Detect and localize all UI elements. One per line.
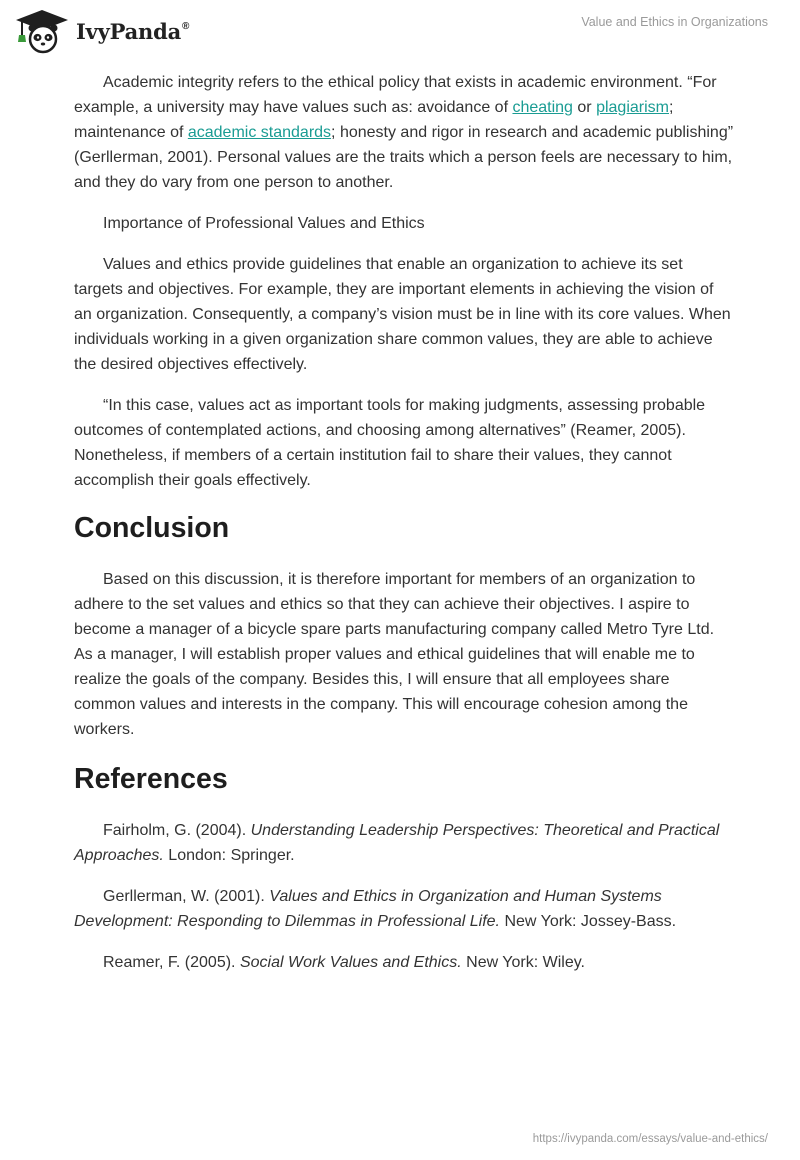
link-plagiarism[interactable]: plagiarism <box>596 99 669 116</box>
paragraph-values-tools: “In this case, values act as important tools for making judgments, assessing probable outcomes of contemplated actions, and choosing among alternatives” (Reamer, 2005). Nonetheless, if members of a certain institution fail to share their values, they cannot accomplish their goals effectively. <box>74 397 706 489</box>
link-academic-standards[interactable]: academic standards <box>187 124 332 141</box>
brand-logo[interactable] <box>14 8 189 54</box>
paragraph-values-guidelines: Values and ethics provide guidelines that enable an organization to achieve its set targets and objectives. For example, they are important elements in achieving the vision of an organization. Consequently, a company’s vision must be in line with its core values. When individuals working in a given organization share common values, they are able to achieve the desired objectives effectively. <box>74 256 731 373</box>
reference-item: Reamer, F. (2005). Social Work Values and Ethics. New York: Wiley. <box>103 954 585 971</box>
panda-graduate-icon <box>14 8 70 54</box>
subheading-importance: Importance of Professional Values and Ethics <box>103 215 425 232</box>
footer-source-url[interactable]: https://ivypanda.com/essays/value-and-ethics/ <box>532 1133 768 1145</box>
paragraph-conclusion: Based on this discussion, it is therefore important for members of an organization to adhere to the set values and ethics so that they can achieve their objectives. I aspire to become a manager of a bicycle spare parts manufacturing company called Metro Tyre Ltd. As a manager, I will establish proper values and ethical guidelines that will enable me to realize the goals of the company. Besides this, I will ensure that all employees share common values and interests in the company. This will encourage cohesion among the workers. <box>74 571 715 738</box>
essay-body <box>74 70 734 975</box>
reference-item: Fairholm, G. (2004). Understanding Leadership Perspectives: Theoretical and Practical Approaches. London: Springer. <box>74 822 720 864</box>
paragraph-academic-integrity: Academic integrity refers to the ethical policy that exists in academic environment. “For example, a university may have values such as: avoidance of cheating or plagiarism; maintenance of academic standards; honesty and rigor in research and academic publishing” (Gerllerman, 2001). Personal values are the traits which a person feels are necessary to him, and they do vary from one person to another. <box>74 74 734 191</box>
brand-name: IvyPanda® <box>76 18 190 44</box>
page-header <box>0 0 800 60</box>
document-title: Value and Ethics in Organizations <box>581 15 768 29</box>
reference-item: Gerllerman, W. (2001). Values and Ethics in Organization and Human Systems Development: Responding to Dilemmas in Professional Life. New York: Jossey-Bass. <box>74 888 677 930</box>
heading-references: References <box>74 763 228 795</box>
heading-conclusion: Conclusion <box>74 512 230 544</box>
link-cheating[interactable]: cheating <box>512 99 573 116</box>
